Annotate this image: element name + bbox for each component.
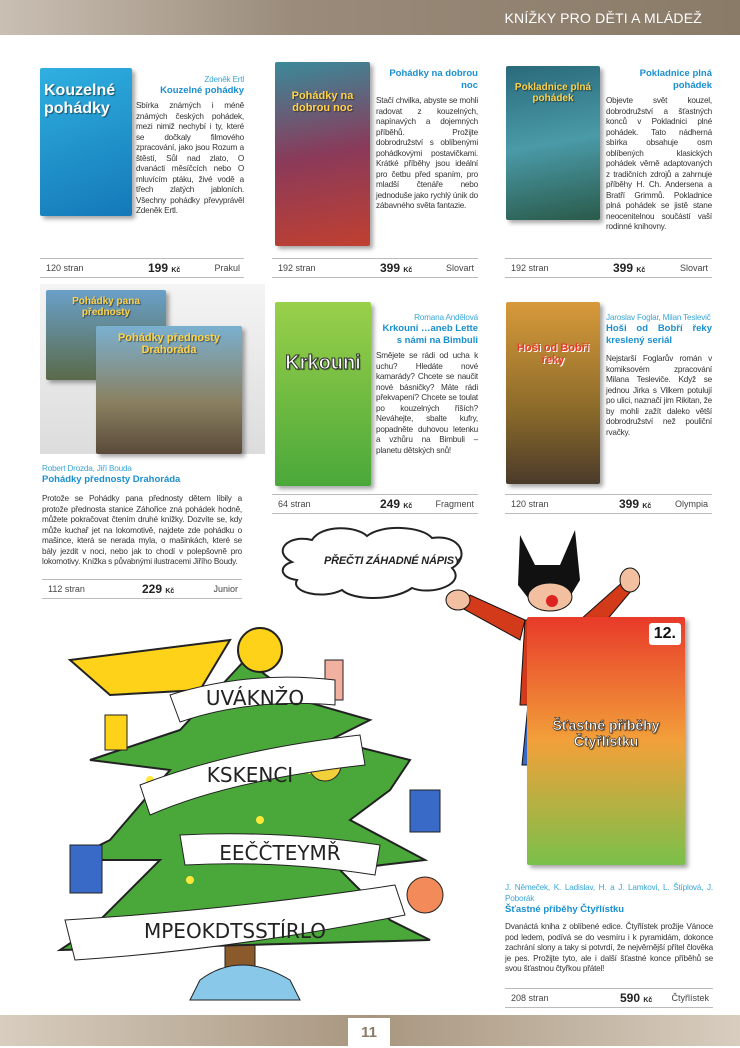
book-title[interactable]: Pokladnice plná pohádek	[639, 68, 712, 91]
price: 199	[148, 261, 169, 275]
book-author: J. Němeček, K. Ladislav, H. a J. Lamkovi, L. Štíplová, J. Poborák	[505, 883, 713, 903]
page-count: 192 stran	[278, 263, 316, 273]
puzzle-row: UVÁKNŽO	[205, 686, 305, 710]
ornament-ball-icon	[407, 877, 443, 913]
book-title[interactable]: Hoši od Bobří řeky kreslený seriál	[606, 323, 712, 346]
book-description: Objevte svět kouzel, dobrodružství a šťastných konců v Pokladnici plné pohádek. Tato nádherná sbírka obsahuje osm oblíbených klasických pohádek věrně adaptovaných z tradičních zdrojů a zahrnuje příběhy H. Ch. Andersena a Bratří Grimmů. Pokladnice plná pohádek se jistě stane neocenitelnou součástí vaší rodinné knihovny.	[606, 96, 712, 231]
price-row	[505, 258, 712, 278]
book-info	[42, 463, 242, 568]
price: 399	[613, 261, 634, 275]
page-count: 208 stran	[511, 993, 549, 1003]
book-cover-pokladnice[interactable]: Pokladnice plná pohádek	[506, 66, 600, 220]
section-header	[0, 0, 740, 35]
page-count: 120 stran	[511, 499, 549, 509]
puzzle-row: KSKENCI	[206, 763, 294, 787]
price-row	[42, 579, 242, 599]
publisher: Junior	[213, 584, 238, 594]
book-cover-pohadky-na-dobrou-noc[interactable]: Pohádky na dobrou noc	[275, 62, 370, 246]
book-info	[505, 882, 713, 975]
price-row	[505, 988, 713, 1008]
book-author: Jaroslav Foglar, Milan Teslevič	[606, 313, 711, 322]
publisher: Prakul	[214, 263, 240, 273]
book-author: Robert Drozda, Jiří Bouda	[42, 464, 132, 473]
book-info	[606, 312, 712, 438]
book-info	[136, 74, 244, 217]
book-description: Stačí chvilka, abyste se mohli radovat z kouzelných, napínavých a dojemných příběhů. Prožijte dobrodružství s oblíbenými pohádkovými postavičkami. Krátké příběhy jsou ideální pro četbu před spaním, pro mladší čtenáře nebo jednoduše jako rychlý únik do zábavného světa fantazie.	[376, 96, 478, 210]
speech-bubble	[272, 522, 467, 602]
currency: Kč	[643, 997, 653, 1004]
currency: Kč	[165, 588, 175, 595]
page-number: 11	[348, 1018, 390, 1046]
publisher: Čtyřlístek	[671, 993, 709, 1003]
page-count: 64 stran	[278, 499, 311, 509]
book-author: Zdeněk Ertl	[204, 75, 244, 84]
section-title: KNÍŽKY PRO DĚTI A MLÁDEŽ	[504, 10, 702, 26]
volume-badge: 12.	[649, 623, 681, 645]
book-cover-stastne-pribehy-ctyrlistku[interactable]: 12. Šťastné příběhy Čtyřlístku	[527, 617, 685, 865]
lantern-icon	[70, 845, 102, 893]
book-description: Dvanáctá kniha z oblíbené edice. Čtyřlístek prožije Vánoce pod ledem, podívá se do vesmíru i k pyramidám, dokonce zachrání slony a taky si potvrdí, že nejvěrnější přítel člověka je pes. Prožijte tyto, ale i další šťastné konce příběhů se svou šťastnou čtyřkou přátel!	[505, 922, 713, 973]
book-title[interactable]: Pohádky na dobrou noc	[389, 68, 478, 91]
price: 229	[142, 582, 163, 596]
price: 590	[620, 991, 641, 1005]
book-info	[376, 68, 478, 212]
publisher: Slovart	[679, 263, 708, 273]
book-cover-hosi-od-bobri-reky[interactable]: Hoši od Bobří řeky	[506, 302, 600, 484]
currency: Kč	[403, 267, 413, 274]
page-count: 192 stran	[511, 263, 549, 273]
price-row	[505, 494, 712, 514]
price: 399	[380, 261, 401, 275]
currency: Kč	[642, 503, 652, 510]
book-title[interactable]: Kouzelné pohádky	[160, 85, 244, 96]
christmas-tree-puzzle	[50, 620, 450, 1010]
bubble-text: PŘEČTI ZÁHADNÉ NÁPISY	[324, 555, 461, 567]
book-description: Protože se Pohádky pana přednosty dětem líbily a protože přednosta stanice Záhořice zná pohádek hodně, můžete pokračovat čtením druhé knížky. Dozvíte se, kdy může kuchař jet na lokomotivě, najdete zde pohádku o mašince, která se nerada myla, o mašinkách, které se bály jezdit v noci, nebo jak to chodí v polepšovně pro lokomotivy. Knížka s půvabnými ilustracemi Jiřího Boudy.	[42, 494, 242, 566]
book-title[interactable]: Pohádky přednosty Drahoráda	[42, 474, 181, 485]
book-description: Nejstarší Foglarův román v komiksovém zpracování Milana Tesleviče. Když se jednou Jirka s Vilkem potulují po ulici, naznačí jim Rikitan, že by mohli zažít daleko větší dobrodružství než pouliční rvačky.	[606, 354, 712, 437]
book-author: Romana Andělová	[414, 313, 478, 322]
price-row	[272, 494, 478, 514]
publisher: Fragment	[435, 499, 474, 509]
book-description: Sbírka známých i méně známých českých pohádek, mezi nimiž nechybí i ty, které se dočkaly filmového zpracování, jako jsou Rozum a štěstí, Sůl nad zlato, O dvanácti měsíčcích nebo O mluvícím ptáku, živé vodě a třech zlatých jabloních. Všechny pohádky převyprávěl Zdeněk Ertl.	[136, 101, 244, 215]
lantern-icon	[410, 790, 440, 832]
price-row	[272, 258, 478, 278]
currency: Kč	[403, 503, 413, 510]
publisher: Slovart	[445, 263, 474, 273]
puzzle-row: EEČČTEYMŘ	[219, 841, 341, 865]
puzzle-row: MPEOKDTSSTÍRLO	[143, 919, 327, 943]
book-info	[606, 68, 712, 233]
currency: Kč	[171, 267, 181, 274]
book-description: Smějete se rádi od ucha k uchu? Hledáte nové kamarády? Chcete se naučit nové básničky? Máte rádi překvapení? Chcete se toulat po kouzelných říších? Neváhejte, sbalte kufry, popadněte duhovou letenku a vzhůru na Bimbuli – planetu dětských snů!	[376, 351, 478, 455]
page-count: 112 stran	[48, 584, 85, 594]
book-info	[376, 312, 478, 456]
currency: Kč	[636, 267, 646, 274]
price-row	[40, 258, 244, 278]
sun-star-icon	[238, 628, 282, 672]
price: 399	[619, 497, 640, 511]
publisher: Olympia	[674, 499, 708, 509]
book-cover-pohadky-pana-prednosty[interactable]: Pohádky pana přednosty	[46, 290, 166, 380]
candle-icon	[105, 715, 127, 750]
price: 249	[380, 497, 401, 511]
book-cover-krkouni[interactable]: Krkouni	[275, 302, 371, 486]
book-cover-pohadky-prednosty-drahorada[interactable]: Pohádky přednosty Drahoráda	[96, 326, 242, 454]
book-title[interactable]: Krkouni …aneb Lette s námi na Bimbuli	[382, 323, 478, 346]
book-cover-kouzelne-pohadky[interactable]: Kouzelné pohádky	[40, 68, 132, 216]
book-title[interactable]: Šťastné příběhy Čtyřlístku	[505, 904, 625, 915]
page-count: 120 stran	[46, 263, 84, 273]
